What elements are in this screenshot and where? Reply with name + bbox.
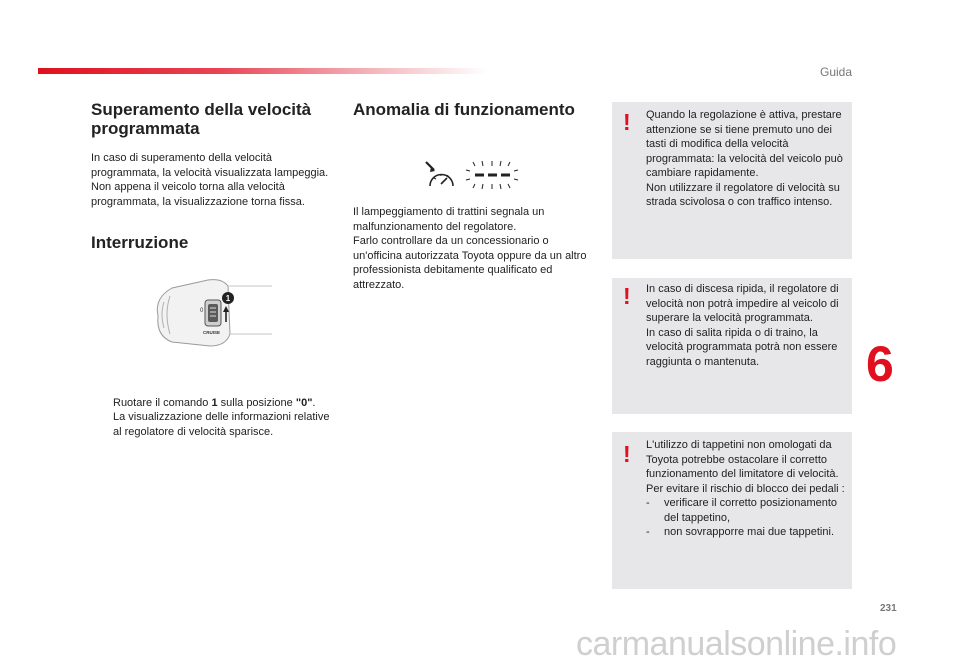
bullet-position-value: "0" xyxy=(295,396,313,409)
floor-mat-checklist xyxy=(646,496,846,540)
watermark: carmanualsonline.info xyxy=(576,625,897,663)
paragraph-speed-exceeded xyxy=(91,151,331,209)
list-item-text: non sovrapporre mai due tappetini. xyxy=(664,526,834,538)
page-number: 231 xyxy=(880,603,897,614)
heading-speed-exceeded: Superamento della velocità programmata xyxy=(91,100,312,138)
warning-note-text: Quando la regolazione è attiva, prestare attenzione se si tiene premuto uno dei tasti di modifica della velocità programmata: la velocità del veicolo può cambiare rapidamente. Non utilizzare il regolatore di velocità su strada scivolosa o con traffico intenso. xyxy=(646,109,843,208)
warning-note-3 xyxy=(612,432,852,589)
paragraph-text: Il lampeggiamento di trattini segnala un malfunzionamento del regolatore. Farlo controllare da un concessionario o un'officina autorizzata Toyota oppure da un altro professionista debitamente qualificato ed attrezzato. xyxy=(353,206,587,291)
cruise-control-lever-illustration xyxy=(150,276,275,348)
zero-position-label: 0 xyxy=(200,308,204,314)
list-item xyxy=(646,525,846,540)
cruise-label: CRUISE xyxy=(203,330,221,335)
warning-exclamation-icon: ! xyxy=(623,441,631,467)
callout-number: 1 xyxy=(225,294,231,303)
paragraph-text: In caso di superamento della velocità programmata, la velocità visualizzata lampeggia. Non appena il veicolo torna alla velocità programmata, la visualizzazione torna fissa. xyxy=(91,152,329,208)
section-label: Guida xyxy=(820,65,853,79)
warning-note-text: In caso di discesa ripida, il regolatore di velocità non potrà impedire al veicolo di superare la velocità programmata. In caso di salita ripida o di traino, la velocità programmata potrà non essere raggiunta o mantenuta. xyxy=(646,283,839,368)
bullet-text-start: Ruotare il comando xyxy=(113,396,212,409)
bullet-text-end: . La visualizzazione delle informazioni relative al regolatore di velocità sparisce. xyxy=(113,396,330,438)
instruction-bullet xyxy=(91,381,341,439)
heading-malfunction: Anomalia di funzionamento xyxy=(353,100,575,119)
bullet-text-mid: sulla posizione xyxy=(217,396,296,409)
bullet-control-number: 1 xyxy=(211,396,218,409)
speedometer-dashes-warning-illustration xyxy=(420,158,525,192)
warning-note-intro: L'utilizzo di tappetini non omologati da Toyota potrebbe ostacolare il corretto funzionamento del limitatore di velocità. Per evitare il rischio di blocco dei pedali : xyxy=(646,439,845,495)
list-item-text: verificare il corretto posizionamento del tappetino, xyxy=(664,497,838,524)
warning-note-2 xyxy=(612,278,852,414)
dash-marker: - xyxy=(646,526,650,538)
warning-exclamation-icon: ! xyxy=(623,109,631,135)
chapter-number: 6 xyxy=(866,336,894,392)
heading-interruption: Interruzione xyxy=(91,233,189,252)
dash-marker: - xyxy=(646,497,650,509)
list-item xyxy=(646,496,846,525)
header-red-bar xyxy=(38,68,488,74)
warning-exclamation-icon: ! xyxy=(623,283,631,309)
warning-note-1 xyxy=(612,102,852,259)
paragraph-malfunction xyxy=(353,205,593,292)
